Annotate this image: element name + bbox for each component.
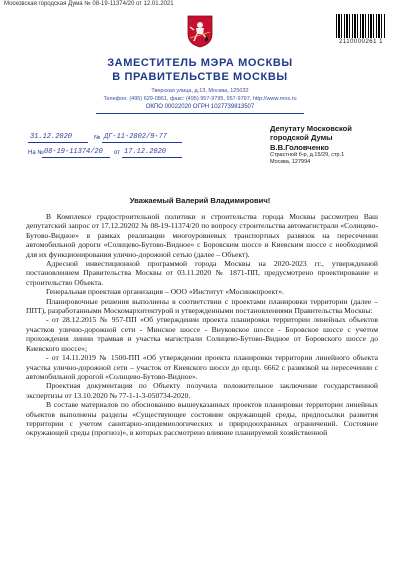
- paragraph: Адресной инвестиционной программой города Москвы на 2020-2023 гг., утвержденной постановлением Правительства Москвы от 03.11.2020 № 1871-ПП, предусмотрено проектирование и строительство Объекта.: [26, 259, 378, 287]
- recipient-line1: Депутату Московской: [270, 124, 352, 133]
- paragraph: В Комплексе градостроительной политики и строительства города Москвы рассмотрен Ваш депутатский запрос от 17.12.20202 № 08-19-11374/20 по вопросу строительства автомагистрали «Солнцево-Бутово-Видное» в рамках реализации многоуровневых транспортных развязок на пересечении автомобильной дороги «Солнцево-Бутово-Видное» с Боровским шоссе и Киевским шоссе с необходимой для их функционирования улично-дорожной сетью (далее – Объект).: [26, 212, 378, 259]
- incoming-number: 08-19-11374/20: [44, 148, 103, 156]
- letter-body: [26, 212, 378, 438]
- barcode-icon: [336, 14, 386, 38]
- recipient-name: В.В.Головченко: [270, 142, 329, 152]
- document-barcode: [336, 14, 386, 48]
- paragraph: - от 28.12.2015 № 957-ПП «Об утверждении проекта планировки территории линейных объектов участков улично-дорожной сети - Минское шоссе - Внуковское шоссе - Боровское шоссе с учетом прохождения линии трамвая и участка магистрали Солнцево-Бутово-Видное от Боровского шоссе до Киевского шоссе»;: [26, 315, 378, 353]
- registration-header-bar: [0, 0, 400, 11]
- organization-title-line2: В ПРАВИТЕЛЬСТВЕ МОСКВЫ: [112, 71, 288, 83]
- number-underline: [102, 142, 182, 143]
- paragraph: Генеральная проектная организация – ООО «Институт «Мосинжпроект».: [46, 287, 285, 297]
- from-label: от: [114, 150, 120, 156]
- registration-stamp-text: Московская городская Дума № 08-19-11374/20 от 12.01.2021: [4, 1, 174, 7]
- organization-codes: ОКПО 00022020 ОГРН 1027739813507: [145, 104, 255, 110]
- organization-title-line1: ЗАМЕСТИТЕЛЬ МЭРА МОСКВЫ: [107, 57, 293, 69]
- incoming-number-underline: [42, 157, 110, 158]
- recipient-address2: Москва, 127994: [270, 159, 311, 166]
- incoming-date-underline: [122, 157, 182, 158]
- date-underline: [28, 142, 88, 143]
- recipient-line2: городской Думы: [270, 133, 333, 143]
- outgoing-date: 31.12.2020: [30, 133, 73, 141]
- paragraph: Планировочные решения выполнены в соответствии с проектами планировки территории (далее – ППТ), разработанными Москомархитектурой и утвержденными постановлениями Правительства Москвы:: [26, 296, 378, 316]
- recipient-address1: Страстной б-р, д.15/29, стр.1: [270, 152, 345, 159]
- incoming-date: 17.12.2020: [124, 148, 167, 156]
- organization-address: Тверская улица, д.13, Москва, 125032: [151, 88, 249, 94]
- number-sign-label: №: [94, 135, 101, 141]
- paragraph: - от 14.11.2019 № 1500-ПП «Об утверждении проекта планировки территории линейного объекта участка улично-дорожной сети – участок от Киевского шоссе до пр.пр. 6662 с развязкой на пересечении с автомобильной дорогой «Солнцево-Бутово-Видное».: [26, 353, 378, 381]
- paragraph: Проектная документация по Объекту получила положительное заключение государственной экспертизы от 13.10.2020 № 77-1-1-3-050734-2020.: [26, 381, 378, 400]
- letterhead-divider: [96, 113, 304, 114]
- on-number-label: На №: [28, 150, 44, 156]
- recipient-block: [270, 124, 395, 166]
- organization-phones: Телефон: (495) 629-0861, факс: (495) 957-9795, 957-9797, http://www.mos.ru: [103, 96, 297, 102]
- barcode-number: 2110000261 1: [339, 39, 383, 45]
- moscow-coat-of-arms-icon: [186, 14, 214, 48]
- paragraph: В составе материалов по обоснованию вышеуказанных проектов планировки территории линейных объектов выполнены разделы «Существующее состояние окружающей среды, предпосылки развития территории с учетом санитарно-эпидемиологических и природоохранных ограничений. Состояние окружающей среды (прогноз)», в которых рассмотрено влияние планируемой хозяйственной: [26, 400, 378, 438]
- letter-greeting: Уважаемый Валерий Владимирович!: [129, 196, 271, 205]
- outgoing-number: ДГ-11-2802/9-77: [104, 133, 168, 141]
